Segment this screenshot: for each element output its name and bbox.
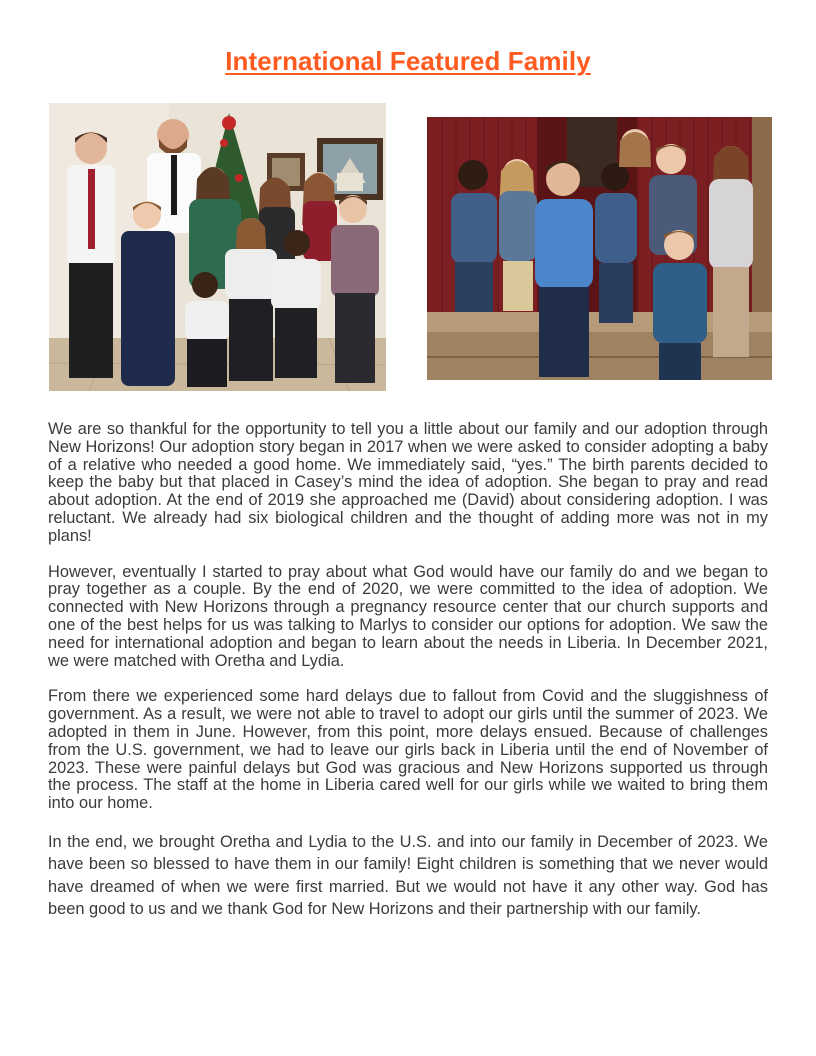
page-title: International Featured Family (225, 46, 591, 76)
children-porch-icon (427, 117, 772, 380)
article-paragraph-4: In the end, we brought Oretha and Lydia to the U.S. and into our family in December of 2023. We have been so blessed to have them in our family! Eight children is something that we never would have dreamed of when we were first married. But we would not have it any other way. God has been good to us and we thank God for New Horizons and their partnership with our family. (48, 832, 768, 919)
article-paragraph-1: We are so thankful for the opportunity to tell you a little about our family and our adoption through New Horizons! Our adoption story began in 2017 when we were asked to consider adopting a baby of a relative who needed a good home. We immediately said, “yes.” The birth parents decided to keep the baby but that placed in Casey’s mind the idea of adoption. She began to pray and read about adoption. At the end of 2019 she approached me (David) about considering adoption. I was reluctant. We already had six biological children and the thought of adding more was not in my plans! (48, 420, 768, 545)
article-paragraph-2: However, eventually I started to pray about what God would have our family do and we began to pray together as a couple. By the end of 2020, we were committed to the idea of adoption. We connected with New Horizons through a pregnancy resource center that our church supports and one of the best helps for us was talking to Marlys to consider our options for adoption. We saw the need for international adoption and began to learn about the needs in Liberia. In December 2021, we were matched with Oretha and Lydia. (48, 562, 768, 670)
children-porch-photo (427, 117, 772, 380)
family-portrait-icon (49, 103, 386, 391)
article-paragraph-3: From there we experienced some hard delays due to fallout from Covid and the sluggishness of government. As a result, we were not able to travel to adopt our girls until the summer of 2023. We adopted in them in June. However, from this point, more delays ensued. Because of challenges from the U.S. government, we had to leave our girls back in Liberia until the end of November of 2023. These were painful delays but God was gracious and New Horizons supported us through the process. The staff at the home in Liberia cared well for our girls while we waited to bring them into our home. (48, 687, 768, 813)
article-body (48, 421, 768, 939)
family-portrait-photo (49, 103, 386, 391)
